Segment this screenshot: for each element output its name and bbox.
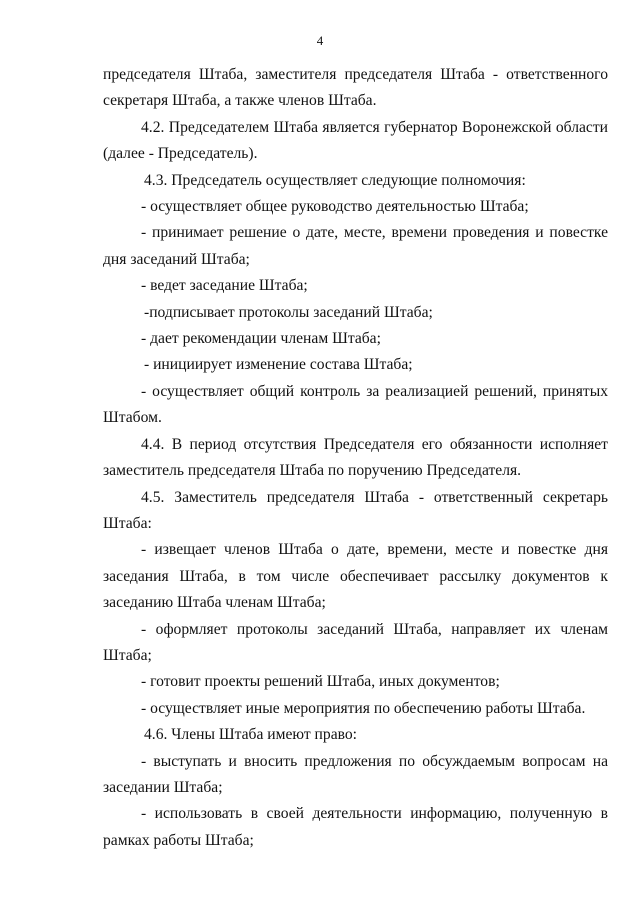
page-number: 4 <box>316 33 324 48</box>
list-item-general-control: - осуществляет общий контроль за реализацией решений, принятых Штабом. <box>103 382 608 427</box>
paragraph-4-3: 4.3. Председатель осуществляет следующие полномочия: <box>144 171 526 189</box>
list-item-composition-change: - инициирует изменение состава Штаба; <box>144 356 413 374</box>
list-item-general-management: - осуществляет общее руководство деятельностью Штаба; <box>141 198 529 216</box>
paragraph-continuation: председателя Штаба, заместителя председателя Штаба - ответственного секретаря Штаба, а также членов Штаба. <box>103 66 608 110</box>
list-item-drafts: - готовит проекты решений Штаба, иных документов; <box>141 673 500 691</box>
list-item-protocols: - оформляет протоколы заседаний Штаба, направляет их членам Штаба; <box>103 620 608 664</box>
list-item-proposals: - выступать и вносить предложения по обсуждаемым вопросам на заседании Штаба; <box>103 752 608 796</box>
list-item-notifies-members: - извещает членов Штаба о дате, времени, месте и повестке дня заседания Штаба, в том числе обеспечивает рассылку документов к заседанию Штаба членам Штаба; <box>103 541 608 612</box>
paragraph-4-2: 4.2. Председателем Штаба является губернатор Воронежской области (далее - Председатель). <box>103 118 608 163</box>
list-item-decisions: - принимает решение о дате, месте, времени проведения и повестке дня заседаний Штаба; <box>103 224 608 268</box>
paragraph-4-5: 4.5. Заместитель председателя Штаба - ответственный секретарь Штаба: <box>103 488 608 532</box>
paragraph-4-4: 4.4. В период отсутствия Председателя его обязанности исполняет заместитель председателя Штаба по поручению Председателя. <box>103 435 608 480</box>
list-item-use-information: - использовать в своей деятельности информацию, полученную в рамках работы Штаба; <box>103 805 608 849</box>
paragraph-4-6: 4.6. Члены Штаба имеют право: <box>144 726 357 744</box>
document-body <box>103 62 608 854</box>
list-item-signs-protocols: -подписывает протоколы заседаний Штаба; <box>144 303 433 321</box>
list-item-recommendations: - дает рекомендации членам Штаба; <box>141 330 381 348</box>
list-item-conducts-meeting: - ведет заседание Штаба; <box>141 277 308 295</box>
list-item-other-measures: - осуществляет иные мероприятия по обеспечению работы Штаба. <box>141 699 586 717</box>
